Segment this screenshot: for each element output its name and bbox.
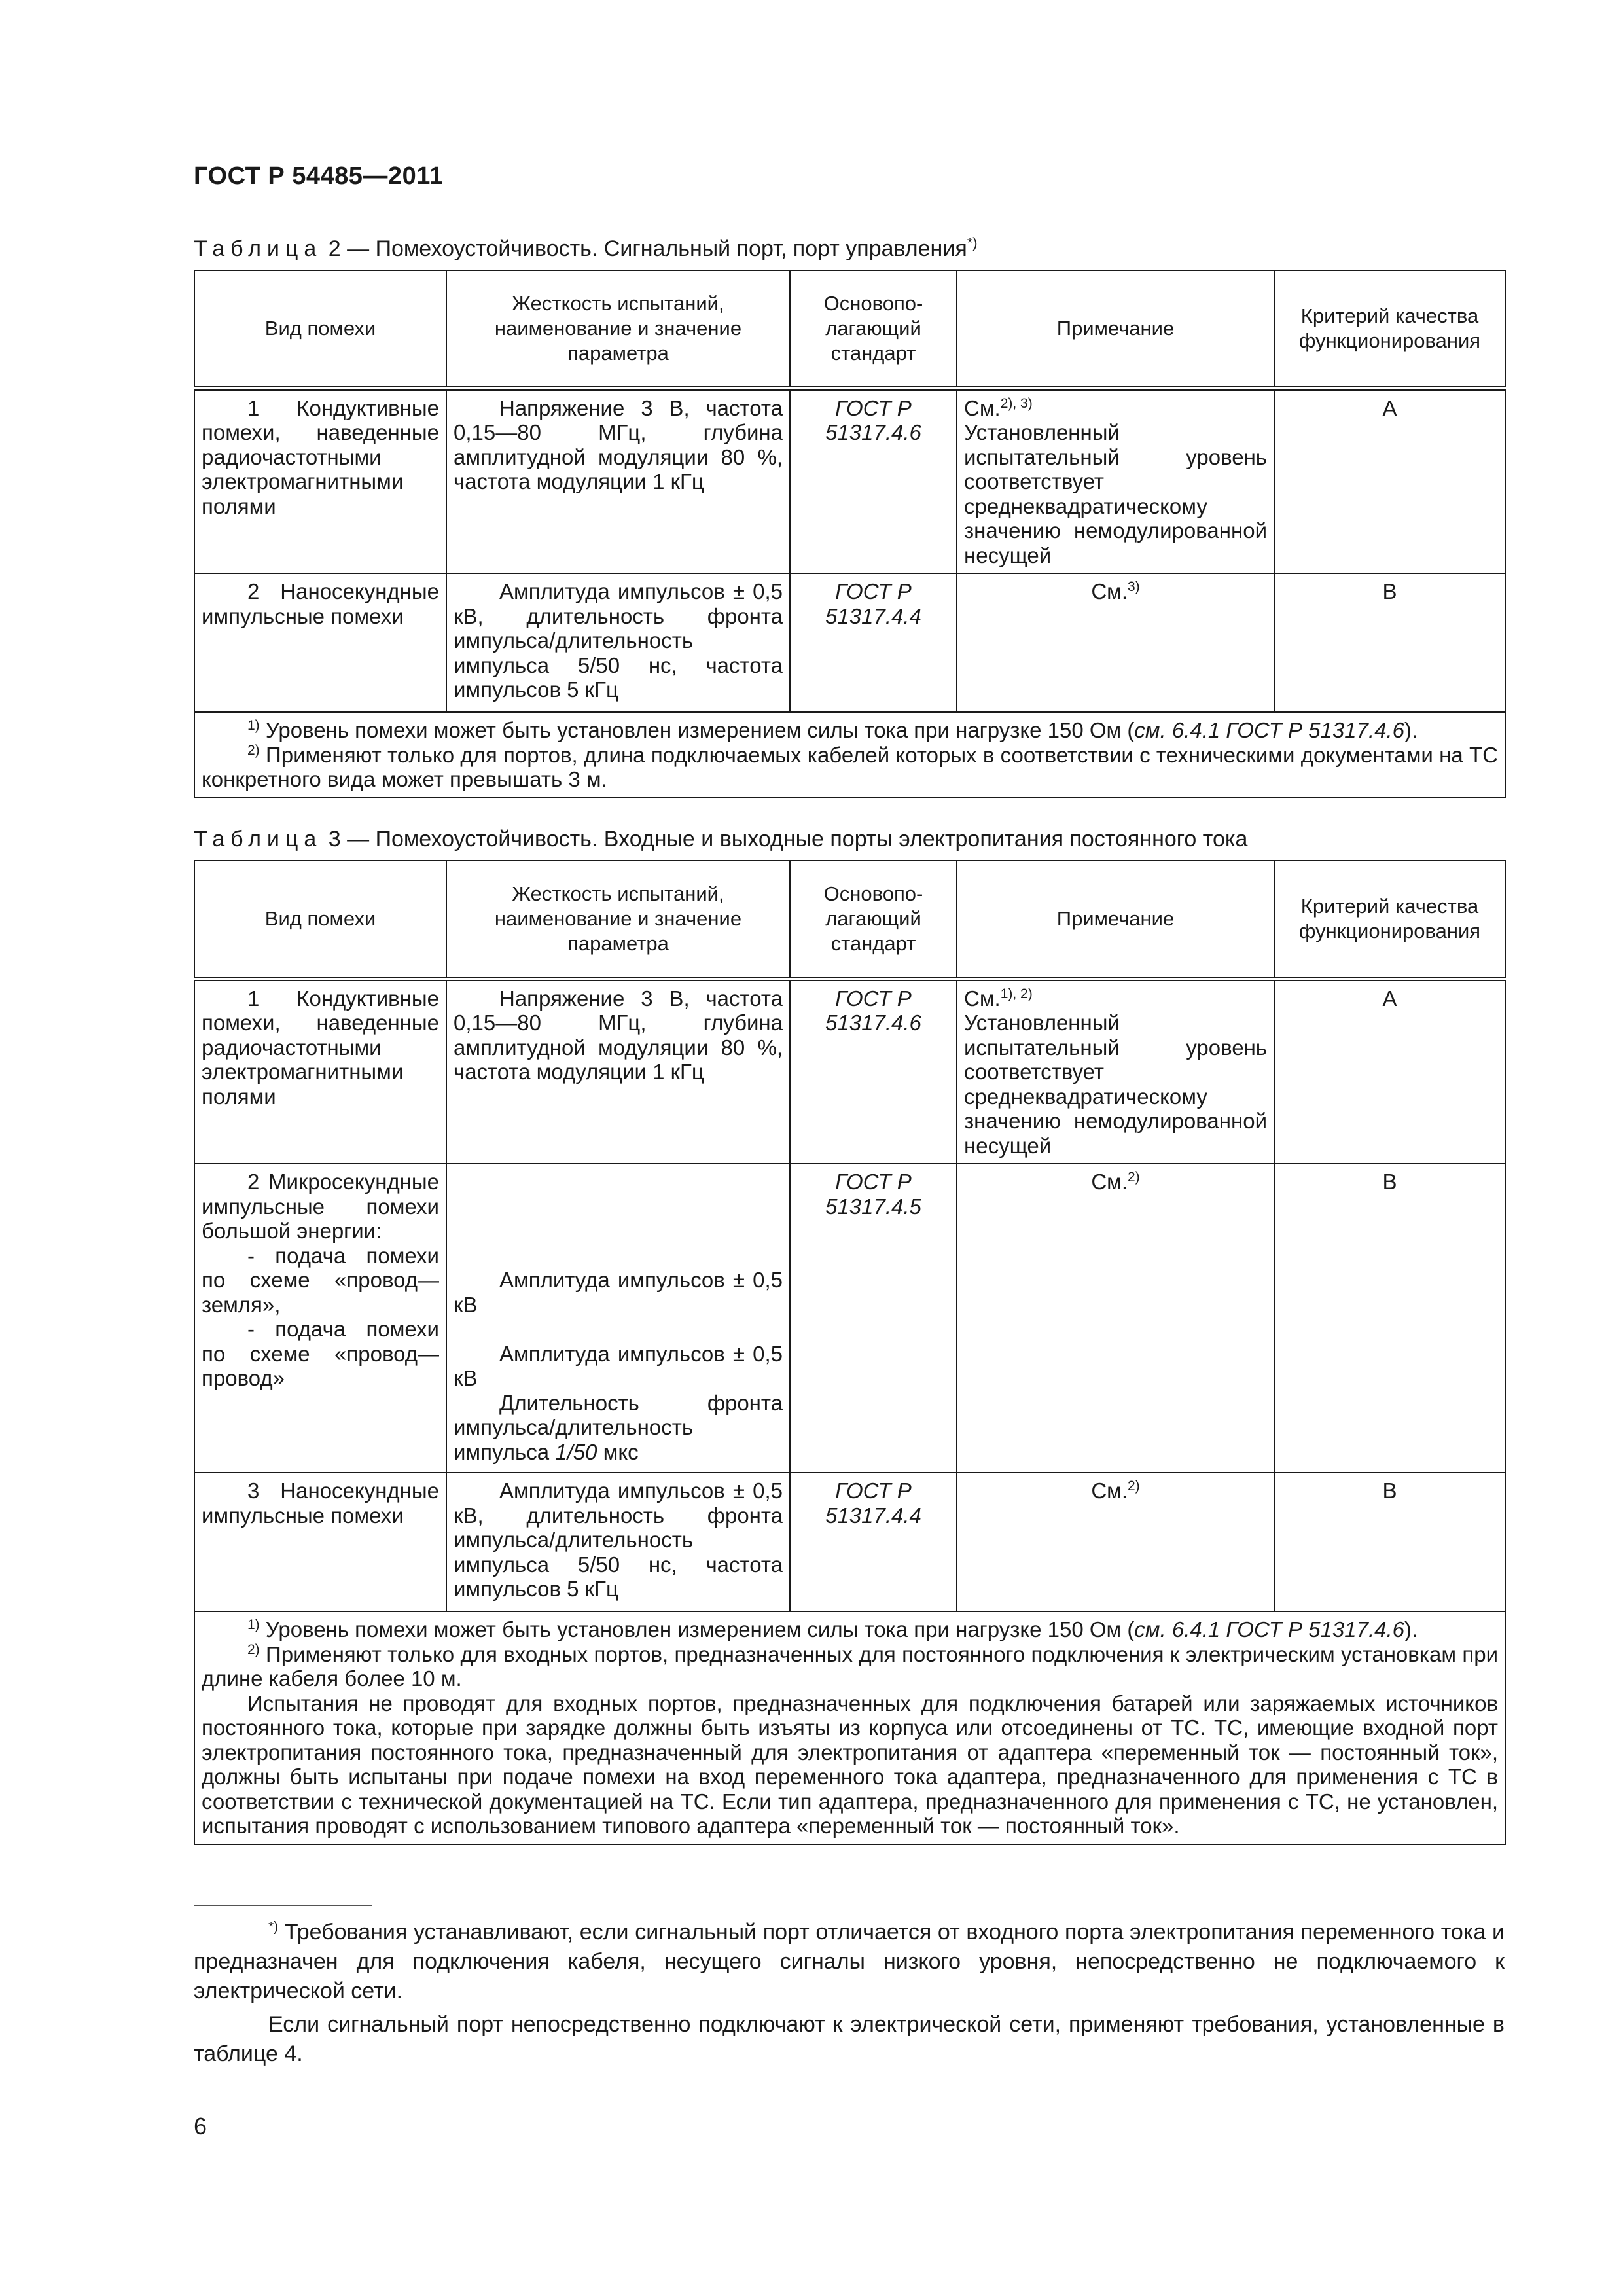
table3-caption [194,826,1247,852]
table-row [194,978,1505,1164]
table3-note-2: $^{2)}$ Применяют только для входных портов, предназначенных для постоянного подключения к электрическим установкам при длине кабеля более 10 м. [202,1641,1498,1691]
cell-note: См.$^{2)}$ [957,1164,1274,1473]
cell-criterion: B [1274,1164,1505,1473]
table2-header-severity: Жесткость испытаний, наименование и значение параметра [446,270,790,388]
table3-header-type: Вид помехи [194,861,446,978]
page-number: 6 [194,2113,207,2140]
cell-note: См.$^{2), 3)}$ Установленный испытательный уровень соответствует среднеквадратическому значению немодулированной несущей [957,388,1274,573]
cell-type: 1 Кондуктивные помехи, наведенные радиочастотными электромагнитными полями [194,388,446,573]
table2-header-note: Примечание [957,270,1274,388]
cell-severity: Амплитуда импульсов ± 0,5 кВ, длительность фронта импульса/длительность импульса 5/50 нс, частота импульсов 5 кГц [446,1473,790,1611]
cell-standard: ГОСТ Р 51317.4.4 [790,1473,957,1611]
table3-header-severity: Жесткость испытаний, наименование и значение параметра [446,861,790,978]
cell-type: 2 Наносекундные импульсные помехи [194,573,446,712]
cell-note: См.$^{2)}$ [957,1473,1274,1611]
table2-note-2: $^{2)}$ Применяют только для портов, длина подключаемых кабелей которых в соответствии с техническими документами на ТС конкретного вида может превышать 3 м. [202,742,1498,791]
cell-standard: ГОСТ Р 51317.4.4 [790,573,957,712]
table-row [194,1164,1505,1473]
cell-standard: ГОСТ Р 51317.4.6 [790,388,957,573]
cell-criterion: A [1274,978,1505,1164]
footnote-divider [194,1905,372,1906]
table-row [194,388,1505,573]
table3-caption-word: Таблица [194,827,323,852]
table2-header-row [194,270,1505,388]
document-header: ГОСТ Р 54485—2011 [194,162,444,190]
table2-header-type: Вид помехи [194,270,446,388]
table3 [194,860,1506,1845]
table2-caption-text: 2 — Помехоустойчивость. Сигнальный порт, порт управления [328,236,967,261]
cell-criterion: A [1274,388,1505,573]
table2-caption [194,236,978,262]
cell-type: 1 Кондуктивные помехи, наведенные радиочастотными электромагнитными полями [194,978,446,1164]
cell-severity: Амплитуда импульсов ± 0,5 кВ, длительность фронта импульса/длительность импульса 5/50 нс, частота импульсов 5 кГц [446,573,790,712]
table3-caption-text: 3 — Помехоустойчивость. Входные и выходные порты электропитания постоянного тока [328,827,1248,852]
cell-type: 2 Микросекундные импульсные помехи большой энергии: - подача помехи по схеме «провод—земля», - подача помехи по схеме «провод—провод» [194,1164,446,1473]
footnote-text-2: Если сигнальный порт непосредственно подключают к электрической сети, применяют требования, установленные в таблице 4. [194,2012,1505,2066]
cell-criterion: B [1274,1473,1505,1611]
cell-severity: Напряжение 3 В, частота 0,15—80 МГц, глубина амплитудной модуляции 80 %, частота модуляции 1 кГц [446,978,790,1164]
table3-note-1: $^{1)}$ Уровень помехи может быть установлен измерением силы тока при нагрузке 150 Ом (см. 6.4.1 ГОСТ Р 51317.4.6). [247,1617,1418,1641]
table3-notes-row [194,1611,1505,1844]
table2-header-standard: Основопо-лагающий стандарт [790,270,957,388]
table2-note-1: $^{1)}$ Уровень помехи может быть установлен измерением силы тока при нагрузке 150 Ом (см. 6.4.1 ГОСТ Р 51317.4.6). [247,718,1418,742]
table3-header-criterion: Критерий качества функционирования [1274,861,1505,978]
cell-severity: Напряжение 3 В, частота 0,15—80 МГц, глубина амплитудной модуляции 80 %, частота модуляции 1 кГц [446,388,790,573]
table2-notes-row [194,712,1505,798]
table2-notes [194,712,1505,798]
table2-caption-mark: *) [967,234,978,251]
table3-notes [194,1611,1505,1844]
cell-note: См.$^{1), 2)}$ Установленный испытательный уровень соответствует среднеквадратическому значению немодулированной несущей [957,978,1274,1164]
cell-criterion: B [1274,573,1505,712]
table2-caption-word: Таблица [194,236,323,261]
cell-note: См.$^{3)}$ [957,573,1274,712]
table3-note-3: Испытания не проводят для входных портов, предназначенных для подключения батарей или заряжаемых источников постоянного тока, которые при зарядке должны быть изъяты из корпуса или отсоединены от ТС. ТС, имеющие входной порт электропитания постоянного тока, предназначенный для электропитания от адаптера «переменный ток — постоянный ток», должны быть испытаны при подаче помехи на вход переменного тока адаптера, предназначенного для применения с ТС в соответствии с технической документацией на ТС. Если тип адаптера, предназначенного для применения с ТС, не установлен, испытания проводят с использованием типового адаптера «переменный ток — постоянный ток». [202,1691,1498,1838]
table-row [194,1473,1505,1611]
cell-standard: ГОСТ Р 51317.4.6 [790,978,957,1164]
table2 [194,270,1506,798]
table2-header-criterion: Критерий качества функционирования [1274,270,1505,388]
cell-severity: Амплитуда импульсов ± 0,5 кВ Амплитуда импульсов ± 0,5 кВ Длительность фронта импульса/длительность импульса 1/50 мкс [446,1164,790,1473]
footnote-text-1: *) Требования устанавливают, если сигнальный порт отличается от входного порта электропитания переменного тока и предназначен для подключения кабеля, несущего сигналы низкого уровня, непосредственно не подключаемого к электрической сети. [194,1919,1505,2003]
table3-header-note: Примечание [957,861,1274,978]
cell-standard: ГОСТ Р 51317.4.5 [790,1164,957,1473]
table3-header-row [194,861,1505,978]
footnote [194,1918,1505,2069]
table3-header-standard: Основопо-лагающий стандарт [790,861,957,978]
cell-type: 3 Наносекундные импульсные помехи [194,1473,446,1611]
table-row [194,573,1505,712]
